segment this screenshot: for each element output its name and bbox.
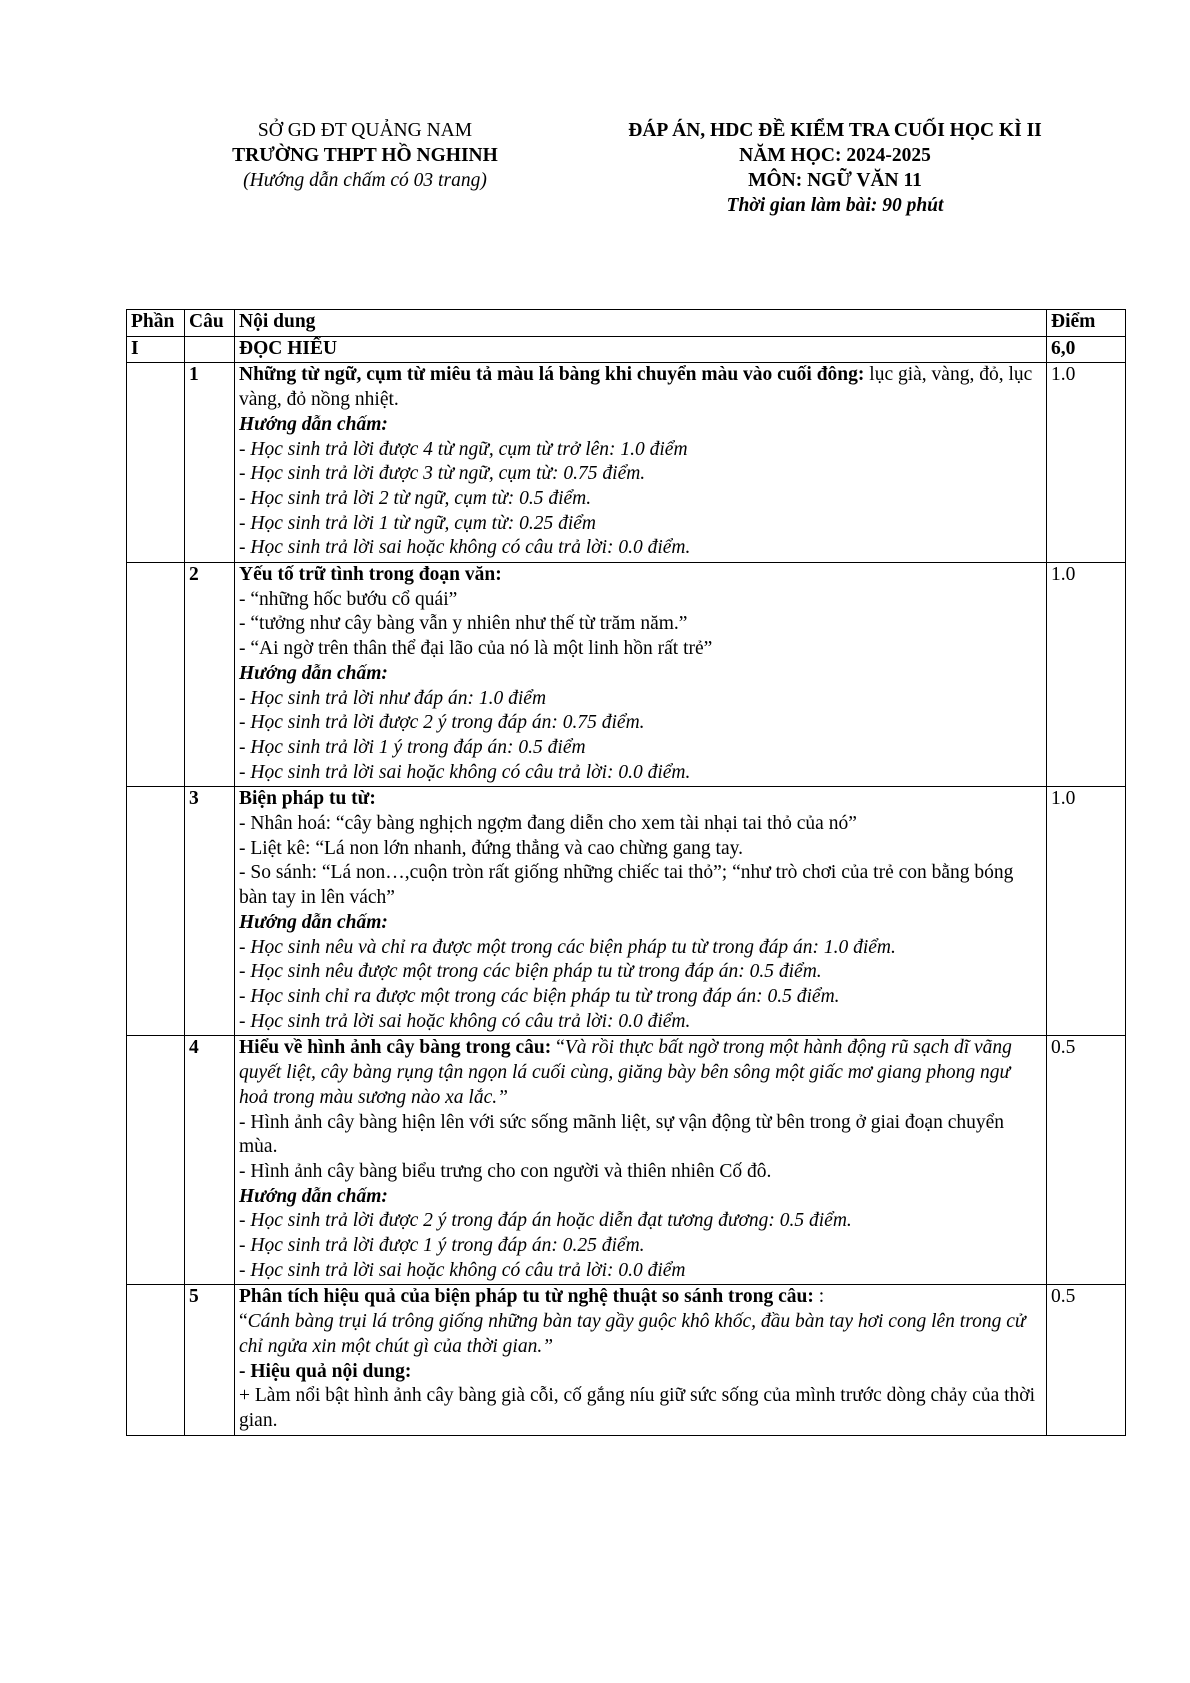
guide-line: - Học sinh trả lời 1 từ ngữ, cụm từ: 0.25 điểm [239,512,596,534]
question-number: 3 [185,787,235,1036]
guide-line: - Học sinh trả lời được 3 từ ngữ, cụm từ: 0.75 điểm. [239,463,646,485]
subject: MÔN: NGỮ VĂN 11 [748,170,922,191]
answer-line: - Hình ảnh cây bàng hiện lên với sức sống mãnh liệt, sự vận động từ bên trong ở giai đoạn chuyển mùa. [239,1111,1005,1158]
header-phan: Phần [127,310,185,337]
question-content: Những từ ngữ, cụm từ miêu tả màu lá bàng khi chuyển màu vào cuối đông: lục già, vàng, đỏ, lục vàng, đỏ nồng nhiệt. Hướng dẫn chấm: - Học sinh trả lời được 4 từ ngữ, cụm từ trở lên: 1.0 điểm - Học sinh trả lời được 3 từ ngữ, cụm từ: 0.75 điểm. - Học sinh trả lời 2 từ ngữ, cụm từ: 0.5 điểm. - Học sinh trả lời 1 từ ngữ, cụm từ: 0.25 điểm - Học sinh trả lời sai hoặc không có câu trả lời: 0.0 điểm. [235,363,1047,563]
table-row [127,363,1126,563]
table-row [127,563,1126,787]
section-number: I [127,336,185,363]
department-name: SỞ GD ĐT QUẢNG NAM [257,120,473,141]
document-title: ĐÁP ÁN, HDC ĐỀ KIỂM TRA CUỐI HỌC KÌ II [628,120,1042,141]
guide-line: - Học sinh trả lời được 4 từ ngữ, cụm từ trở lên: 1.0 điểm [239,438,688,460]
guide-line: - Học sinh nêu được một trong các biện pháp tu từ trong đáp án: 0.5 điểm. [239,961,822,983]
question-content: Hiểu về hình ảnh cây bàng trong câu: “Và rồi thực bất ngờ trong một hành động rũ sạch dĩ vãng quyết liệt, cây bàng rụng tận ngọn lá cuối cùng, giăng bày bên sông một giấc mơ giang phong ngư hoả trong màu sương nào xa lắc.” - Hình ảnh cây bàng hiện lên với sức sống mãnh liệt, sự vận động từ bên trong ở giai đoạn chuyển mùa. - Hình ảnh cây bàng biểu trưng cho con người và thiên nhiên Cố đô. Hướng dẫn chấm: - Học sinh trả lời được 2 ý trong đáp án hoặc diễn đạt tương đương: 0.5 điểm. - Học sinh trả lời được 1 ý trong đáp án: 0.25 điểm. - Học sinh trả lời sai hoặc không có câu trả lời: 0.0 điểm [235,1036,1047,1285]
question-number: 1 [185,363,235,563]
guide-line: - Học sinh trả lời 2 từ ngữ, cụm từ: 0.5 điểm. [239,487,592,509]
answer-line: - Nhân hoá: “cây bàng nghịch ngợm đang diễn cho xem tài nhại tai thỏ của nó” [239,813,857,835]
section-title: ĐỌC HIỂU [235,336,1047,363]
table-row [127,1285,1126,1435]
guide-line: - Học sinh nêu và chỉ ra được một trong các biện pháp tu từ trong đáp án: 1.0 điểm. [239,936,896,958]
answer-line: - Liệt kê: “Lá non lớn nhanh, đứng thẳng và cao chừng gang tay. [239,837,743,859]
answer-line: - “tưởng như cây bàng vẫn y nhiên như thế từ trăm năm.” [239,613,688,635]
question-score: 1.0 [1047,363,1126,563]
answer-line: - So sánh: “Lá non…,cuộn tròn rất giống những chiếc tai thỏ”; “như trò chơi của trẻ con bằng bóng bàn tay in lên vách” [239,862,1014,909]
school-name: TRƯỜNG THPT HỒ NGHINH [232,145,498,166]
question-score: 1.0 [1047,563,1126,787]
exam-time: Thời gian làm bài: 90 phút [726,195,944,216]
guide-title: Hướng dẫn chấm: [239,1185,388,1207]
school-year: NĂM HỌC: 2024-2025 [739,145,931,166]
question-content: Biện pháp tu từ: - Nhân hoá: “cây bàng nghịch ngợm đang diễn cho xem tài nhại tai thỏ của nó” - Liệt kê: “Lá non lớn nhanh, đứng thẳng và cao chừng gang tay. - So sánh: “Lá non…,cuộn tròn rất giống những chiếc tai thỏ”; “như trò chơi của trẻ con bằng bóng bàn tay in lên vách” Hướng dẫn chấm: - Học sinh nêu và chỉ ra được một trong các biện pháp tu từ trong đáp án: 1.0 điểm. - Học sinh nêu được một trong các biện pháp tu từ trong đáp án: 0.5 điểm. - Học sinh chỉ ra được một trong các biện pháp tu từ trong đáp án: 0.5 điểm. - Học sinh trả lời sai hoặc không có câu trả lời: 0.0 điểm. [235,787,1047,1036]
guide-title: Hướng dẫn chấm: [239,911,388,933]
guide-line: - Học sinh trả lời sai hoặc không có câu trả lời: 0.0 điểm. [239,761,691,783]
answer-line: - Hình ảnh cây bàng biểu trưng cho con người và thiên nhiên Cố đô. [239,1160,772,1182]
page-count-note: (Hướng dẫn chấm có 03 trang) [243,170,487,191]
table-row [127,787,1126,1036]
answer-table [126,309,1126,1436]
question-number: 5 [185,1285,235,1435]
header-right [565,118,1105,218]
question-content: Phân tích hiệu quả của biện pháp tu từ nghệ thuật so sánh trong câu: : “Cánh bàng trụi lá trông giống những bàn tay gầy guộc khô khốc, đầu bàn tay hơi cong lên trong cử chỉ ngửa xin một chút gì của thời gian.” - Hiệu quả nội dung: + Làm nổi bật hình ảnh cây bàng già cỗi, cố gắng níu giữ sức sống của mình trước dòng chảy của thời gian. [235,1285,1047,1435]
header-cau: Câu [185,310,235,337]
guide-line: - Học sinh trả lời sai hoặc không có câu trả lời: 0.0 điểm. [239,1010,691,1032]
guide-title: Hướng dẫn chấm: [239,662,388,684]
answer-line: - “những hốc bướu cổ quái” [239,588,458,610]
table-row [127,1036,1126,1285]
header-left [190,118,540,193]
question-number: 2 [185,563,235,787]
guide-line: - Học sinh trả lời được 2 ý trong đáp án: 0.75 điểm. [239,712,645,734]
guide-line: - Học sinh chỉ ra được một trong các biện pháp tu từ trong đáp án: 0.5 điểm. [239,985,840,1007]
header-diem: Điểm [1047,310,1126,337]
guide-line: - Học sinh trả lời như đáp án: 1.0 điểm [239,687,547,709]
guide-line: - Học sinh trả lời sai hoặc không có câu trả lời: 0.0 điểm. [239,537,691,559]
header-noidung: Nội dung [235,310,1047,337]
guide-line: - Học sinh trả lời được 2 ý trong đáp án hoặc diễn đạt tương đương: 0.5 điểm. [239,1210,852,1232]
section-score: 6,0 [1047,336,1126,363]
question-score: 1.0 [1047,787,1126,1036]
guide-line: - Học sinh trả lời 1 ý trong đáp án: 0.5 điểm [239,736,586,758]
question-number: 4 [185,1036,235,1285]
guide-line: - Học sinh trả lời được 1 ý trong đáp án: 0.25 điểm. [239,1235,645,1257]
answer-line: + Làm nổi bật hình ảnh cây bàng già cỗi, cố gắng níu giữ sức sống của mình trước dòng chảy của thời gian. [239,1385,1036,1431]
section-row [127,336,1126,363]
sub-title: - Hiệu quả nội dung: [239,1360,412,1382]
answer-line: - “Ai ngờ trên thân thể đại lão của nó là một linh hồn rất trẻ” [239,638,713,660]
guide-line: - Học sinh trả lời sai hoặc không có câu trả lời: 0.0 điểm [239,1259,686,1281]
guide-title: Hướng dẫn chấm: [239,413,388,435]
question-score: 0.5 [1047,1285,1126,1435]
question-content: Yếu tố trữ tình trong đoạn văn: - “những hốc bướu cổ quái” - “tưởng như cây bàng vẫn y nhiên như thế từ trăm năm.” - “Ai ngờ trên thân thể đại lão của nó là một linh hồn rất trẻ” Hướng dẫn chấm: - Học sinh trả lời như đáp án: 1.0 điểm - Học sinh trả lời được 2 ý trong đáp án: 0.75 điểm. - Học sinh trả lời 1 ý trong đáp án: 0.5 điểm - Học sinh trả lời sai hoặc không có câu trả lời: 0.0 điểm. [235,563,1047,787]
table-header-row [127,310,1126,337]
question-score: 0.5 [1047,1036,1126,1285]
